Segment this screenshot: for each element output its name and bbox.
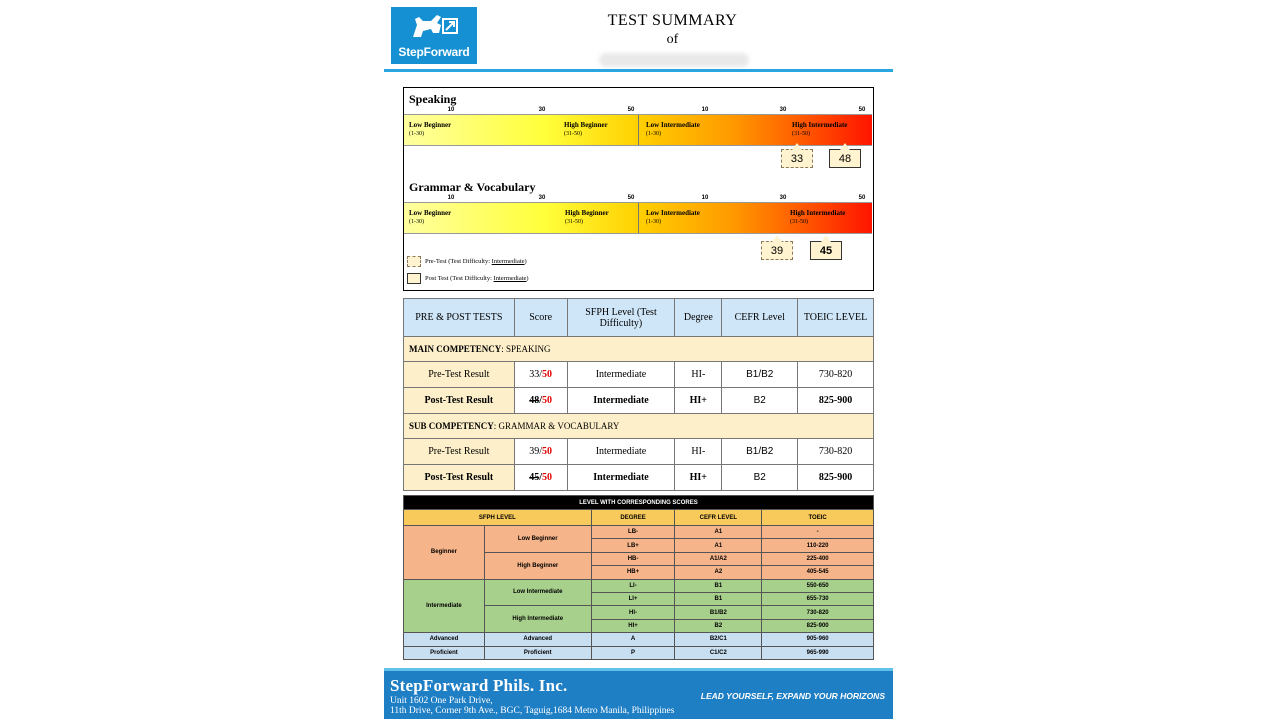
level-high-intermediate: High Intermediate (31-50) <box>792 121 848 137</box>
group-proficient: Proficient <box>404 646 485 659</box>
cefr-cell: B2/C1 <box>675 633 762 646</box>
table-row <box>404 465 874 491</box>
speaking-scale-title: Speaking <box>409 92 457 106</box>
grammar-level-bar <box>404 202 872 234</box>
toeic-cell: 825-900 <box>798 465 874 491</box>
score-cell: 45/50 <box>514 465 567 491</box>
tick-label: 50 <box>627 195 635 201</box>
level-cell: Intermediate <box>567 439 675 465</box>
level-high-beginner: High Beginner (31-50) <box>564 121 608 137</box>
legend-pre-test <box>407 256 527 267</box>
degree-cell: LI- <box>591 579 675 592</box>
section-sub-competency <box>404 414 874 439</box>
level-low-beginner: Low Beginner (1-30) <box>409 121 452 137</box>
level-low-beginner: Low Beginner (1-30) <box>409 209 452 225</box>
toeic-cell: 225-400 <box>762 552 874 565</box>
toeic-cell: 730-820 <box>798 439 874 465</box>
cefr-cell: B1 <box>675 579 762 592</box>
group-advanced: Advanced <box>404 633 485 646</box>
tick-label: 30 <box>538 195 546 201</box>
reference-caption: LEVEL WITH CORRESPONDING SCORES <box>404 496 874 510</box>
col-header: Score <box>514 299 567 337</box>
cefr-cell: B2 <box>722 465 798 491</box>
toeic-cell: - <box>762 526 874 539</box>
level-low-intermediate: Low Intermediate (1-30) <box>646 209 700 225</box>
document-title: TEST SUMMARY <box>607 12 738 29</box>
degree-cell: LB+ <box>591 539 675 552</box>
degree-cell: LB- <box>591 526 675 539</box>
grammar-post-test-marker: 45 <box>810 241 842 260</box>
toeic-cell: 405-545 <box>762 566 874 579</box>
document-page <box>384 0 893 719</box>
degree-cell: LI+ <box>591 592 675 605</box>
col-header: TOEIC <box>762 510 874 526</box>
tick-label: 10 <box>701 107 709 113</box>
results-table <box>403 298 874 491</box>
dog-logo-icon <box>407 11 461 43</box>
cefr-cell: A2 <box>675 566 762 579</box>
toeic-cell: 110-220 <box>762 539 874 552</box>
tick-label: 10 <box>447 107 455 113</box>
table-row <box>404 388 874 414</box>
toeic-cell: 825-900 <box>762 619 874 632</box>
toeic-cell: 905-960 <box>762 633 874 646</box>
degree-cell: HB+ <box>591 566 675 579</box>
score-cell: 48/50 <box>514 388 567 414</box>
score-cell: 33/50 <box>514 362 567 388</box>
sub-low-beginner: Low Beginner <box>484 526 591 553</box>
degree-cell: HI+ <box>675 388 722 414</box>
degree-cell: A <box>591 633 675 646</box>
section-title: SUB COMPETENCY: GRAMMAR & VOCABULARY <box>404 414 874 439</box>
cefr-cell: A1/A2 <box>675 552 762 565</box>
cefr-cell: B1/B2 <box>722 439 798 465</box>
footer-address-line2: 11th Drive, Corner 9th Ave., BGC, Taguig,1684 Metro Manila, Philippines <box>390 706 675 716</box>
degree-cell: HI- <box>591 606 675 619</box>
group-beginner: Beginner <box>404 526 485 580</box>
section-title: MAIN COMPETENCY: SPEAKING <box>404 337 874 362</box>
degree-cell: HI+ <box>591 619 675 632</box>
grammar-pre-test-marker: 39 <box>761 241 793 260</box>
legend-pre-text: Pre-Test (Test Difficulty: Intermediate) <box>425 258 527 265</box>
col-header: Degree <box>675 299 722 337</box>
table-row <box>404 579 874 592</box>
toeic-cell: 730-820 <box>762 606 874 619</box>
redacted-name <box>599 53 749 67</box>
col-header: DEGREE <box>591 510 675 526</box>
table-row <box>404 646 874 659</box>
col-header: TOEIC LEVEL <box>798 299 874 337</box>
col-header: SFPH LEVEL <box>404 510 592 526</box>
row-label: Post-Test Result <box>404 388 515 414</box>
table-row <box>404 362 874 388</box>
col-header: PRE & POST TESTS <box>404 299 515 337</box>
table-row <box>404 633 874 646</box>
reference-caption-row <box>404 496 874 510</box>
col-header: CEFR LEVEL <box>675 510 762 526</box>
company-logo <box>391 7 477 64</box>
sub-advanced: Advanced <box>484 633 591 646</box>
table-row <box>404 439 874 465</box>
toeic-cell: 655-730 <box>762 592 874 605</box>
document-of-label: of <box>666 32 679 47</box>
group-intermediate: Intermediate <box>404 579 485 633</box>
pre-test-swatch-icon <box>407 256 421 267</box>
tick-label: 50 <box>858 195 866 201</box>
toeic-cell: 730-820 <box>798 362 874 388</box>
logo-text: StepForward <box>398 45 470 59</box>
post-test-swatch-icon <box>407 273 421 284</box>
sub-high-beginner: High Beginner <box>484 552 591 579</box>
tick-label: 30 <box>779 195 787 201</box>
score-cell: 39/50 <box>514 439 567 465</box>
row-label: Post-Test Result <box>404 465 515 491</box>
header-divider <box>384 69 893 72</box>
tick-label: 50 <box>858 107 866 113</box>
speaking-post-test-marker: 48 <box>829 149 861 168</box>
level-low-intermediate: Low Intermediate (1-30) <box>646 121 700 137</box>
level-reference-table <box>403 495 874 660</box>
level-cell: Intermediate <box>567 465 675 491</box>
row-label: Pre-Test Result <box>404 362 515 388</box>
row-label: Pre-Test Result <box>404 439 515 465</box>
tick-label: 30 <box>538 107 546 113</box>
sub-proficient: Proficient <box>484 646 591 659</box>
footer-address-line1: Unit 1602 One Park Drive, <box>390 696 493 706</box>
col-header: SFPH Level (Test Difficulty) <box>567 299 675 337</box>
score-scale-panel <box>403 87 874 291</box>
speaking-level-bar <box>404 114 872 146</box>
bar-divider <box>638 115 639 145</box>
footer-tagline: LEAD YOURSELF, EXPAND YOUR HORIZONS <box>700 691 885 701</box>
degree-cell: HI- <box>675 362 722 388</box>
cefr-cell: B2 <box>722 388 798 414</box>
footer-company-name: StepForward Phils. Inc. <box>390 676 568 695</box>
level-cell: Intermediate <box>567 388 675 414</box>
tick-label: 10 <box>701 195 709 201</box>
cefr-cell: B1/B2 <box>722 362 798 388</box>
tick-label: 50 <box>627 107 635 113</box>
cefr-cell: B2 <box>675 619 762 632</box>
cefr-cell: A1 <box>675 539 762 552</box>
level-high-beginner: High Beginner (31-50) <box>565 209 609 225</box>
level-high-intermediate: High Intermediate (31-50) <box>790 209 846 225</box>
toeic-cell: 965-990 <box>762 646 874 659</box>
page-footer <box>384 668 893 719</box>
cefr-cell: A1 <box>675 526 762 539</box>
reference-header-row <box>404 510 874 526</box>
level-cell: Intermediate <box>567 362 675 388</box>
legend-post-text: Post Test (Test Difficulty: Intermediate) <box>425 275 529 282</box>
cefr-cell: B1/B2 <box>675 606 762 619</box>
degree-cell: HB- <box>591 552 675 565</box>
tick-label: 10 <box>447 195 455 201</box>
degree-cell: HI- <box>675 439 722 465</box>
legend-post-test <box>407 273 529 284</box>
table-row <box>404 526 874 539</box>
section-main-competency <box>404 337 874 362</box>
speaking-pre-test-marker: 33 <box>781 149 813 168</box>
sub-low-intermediate: Low Intermediate <box>484 579 591 606</box>
degree-cell: HI+ <box>675 465 722 491</box>
sub-high-intermediate: High Intermediate <box>484 606 591 633</box>
tick-label: 30 <box>779 107 787 113</box>
results-header-row <box>404 299 874 337</box>
toeic-cell: 825-900 <box>798 388 874 414</box>
col-header: CEFR Level <box>722 299 798 337</box>
bar-divider <box>638 203 639 233</box>
grammar-scale-title: Grammar & Vocabulary <box>409 180 536 194</box>
degree-cell: P <box>591 646 675 659</box>
cefr-cell: B1 <box>675 592 762 605</box>
cefr-cell: C1/C2 <box>675 646 762 659</box>
toeic-cell: 550-650 <box>762 579 874 592</box>
